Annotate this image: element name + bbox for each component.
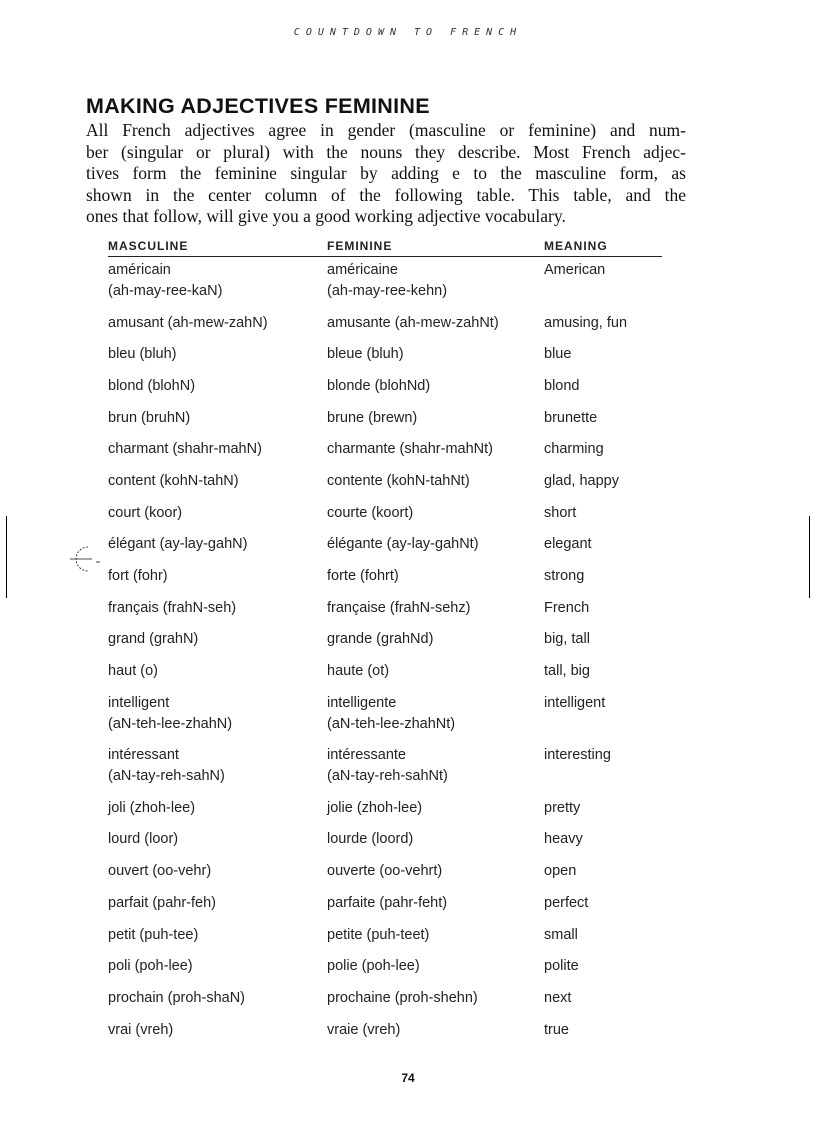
masculine-cell [108, 566, 327, 598]
masculine-cell [108, 629, 327, 661]
table-row [108, 471, 662, 503]
feminine-cell [327, 344, 544, 376]
table-row [108, 829, 662, 861]
feminine-cell-line: prochaine (proh-shehn) [327, 989, 478, 1006]
feminine-cell-line: bleue (bluh) [327, 346, 404, 363]
masculine-cell [108, 798, 327, 830]
meaning-cell: short [544, 504, 577, 521]
feminine-cell-line: forte (fohrt) [327, 568, 399, 584]
feminine-cell [327, 925, 544, 957]
table-row [108, 745, 662, 798]
meaning-cell: American [544, 262, 606, 278]
masculine-cell-line: court (koor) [108, 504, 183, 521]
feminine-cell [327, 471, 544, 503]
masculine-cell-line: intelligent [108, 694, 170, 711]
masculine-cell-line: haut (o) [108, 663, 158, 680]
feminine-cell [327, 829, 544, 861]
section-title: MAKING ADJECTIVES FEMININE [86, 94, 430, 118]
feminine-cell [327, 1020, 544, 1052]
meaning-cell: pretty [544, 799, 581, 816]
table-row [108, 925, 662, 957]
feminine-cell [327, 861, 544, 893]
meaning-cell: interesting [544, 747, 611, 764]
feminine-cell [327, 408, 544, 440]
table-row [108, 408, 662, 440]
masculine-cell-line: (aN-teh-lee-zhahN) [108, 715, 233, 732]
masculine-cell-line: brun (bruhN) [108, 409, 191, 426]
masculine-cell [108, 925, 327, 957]
feminine-cell-line: brune (brewn) [327, 409, 418, 426]
feminine-cell-line: blonde (blohNd) [327, 377, 431, 394]
feminine-cell-line: intelligente [327, 694, 397, 711]
masculine-cell-line: (aN-tay-reh-sahN) [108, 768, 225, 785]
table-row [108, 693, 662, 746]
feminine-cell [327, 566, 544, 598]
feminine-cell-line: (ah-may-ree-kehn) [327, 283, 448, 299]
feminine-cell [327, 661, 544, 693]
table-row [108, 893, 662, 925]
feminine-cell-line: intéressante [327, 747, 406, 764]
masculine-cell-line: grand (grahN) [108, 631, 199, 648]
page-number: 74 [401, 1071, 415, 1085]
masculine-cell-line: élégant (ay-lay-gahN) [108, 536, 248, 553]
meaning-cell: big, tall [544, 631, 590, 648]
masculine-cell [108, 1020, 327, 1052]
masculine-cell-line: poli (poh-lee) [108, 958, 193, 975]
masculine-cell [108, 344, 327, 376]
feminine-cell-line: ouverte (oo-vehrt) [327, 863, 443, 880]
masculine-cell [108, 260, 327, 313]
table-row [108, 503, 662, 535]
intro-line: All French adjectives agree in gender (masculine or feminine) and num- [86, 120, 686, 140]
masculine-cell [108, 829, 327, 861]
intro-line: tives form the feminine singular by adding e to the masculine form, as [86, 163, 686, 183]
masculine-cell [108, 408, 327, 440]
adjective-table [108, 239, 662, 1051]
feminine-cell [327, 745, 544, 798]
feminine-cell-line: (aN-teh-lee-zhahNt) [327, 715, 456, 732]
feminine-cell [327, 503, 544, 535]
feminine-cell-line: élégante (ay-lay-gahNt) [327, 536, 479, 553]
table-row [108, 598, 662, 630]
feminine-cell [327, 260, 544, 313]
masculine-cell-line: joli (zhoh-lee) [108, 799, 196, 816]
meaning-cell: glad, happy [544, 472, 619, 489]
meaning-cell: brunette [544, 409, 598, 426]
table-row [108, 313, 662, 345]
intro-paragraph [86, 120, 686, 228]
feminine-cell [327, 598, 544, 630]
header-meaning: MEANING [544, 239, 608, 253]
meaning-cell: strong [544, 568, 585, 584]
table-row [108, 260, 662, 313]
meaning-cell: open [544, 863, 577, 880]
feminine-cell [327, 798, 544, 830]
masculine-cell-line: lourd (loor) [108, 831, 179, 848]
feminine-cell-line: petite (puh-teet) [327, 926, 430, 943]
running-head: COUNTDOWN TO FRENCH [293, 27, 523, 38]
intro-line: ber (singular or plural) with the nouns they describe. Most French adjec- [86, 141, 686, 162]
feminine-cell-line: polie (poh-lee) [327, 958, 420, 975]
masculine-cell [108, 534, 327, 566]
feminine-cell-line: française (frahN-sehz) [327, 599, 471, 616]
masculine-cell [108, 861, 327, 893]
masculine-cell [108, 313, 327, 345]
meaning-cell: polite [544, 958, 579, 975]
table-row [108, 1020, 662, 1052]
table-row [108, 629, 662, 661]
crop-mark-right [809, 516, 810, 598]
masculine-cell-line: charmant (shahr-mahN) [108, 441, 262, 458]
masculine-cell-line: prochain (proh-shaN) [108, 989, 246, 1006]
feminine-cell [327, 313, 544, 345]
feminine-cell-line: (aN-tay-reh-sahNt) [327, 768, 448, 785]
table-row [108, 661, 662, 693]
masculine-cell-line: parfait (pahr-feh) [108, 894, 216, 911]
feminine-cell [327, 629, 544, 661]
masculine-cell-line: fort (fohr) [108, 568, 168, 584]
table-row [108, 861, 662, 893]
table-row [108, 439, 662, 471]
feminine-cell-line: américaine [327, 262, 398, 278]
table-row [108, 566, 662, 598]
feminine-cell-line: charmante (shahr-mahNt) [327, 441, 493, 458]
meaning-cell: heavy [544, 831, 583, 848]
crop-mark-left [6, 516, 7, 598]
meaning-cell: next [544, 989, 572, 1006]
feminine-cell [327, 956, 544, 988]
feminine-cell [327, 893, 544, 925]
header-feminine: FEMININE [327, 239, 393, 253]
intro-line: ones that follow, will give you a good working adjective vocabulary. [86, 206, 566, 226]
feminine-cell-line: contente (kohN-tahNt) [327, 472, 470, 489]
masculine-cell-line: bleu (bluh) [108, 346, 177, 363]
meaning-cell: charming [544, 441, 604, 458]
masculine-cell [108, 439, 327, 471]
feminine-cell-line: jolie (zhoh-lee) [327, 799, 423, 816]
masculine-cell-line: (ah-may-ree-kaN) [108, 283, 223, 299]
meaning-cell: tall, big [544, 663, 590, 680]
masculine-cell-line: amusant (ah-mew-zahN) [108, 314, 268, 331]
feminine-cell [327, 693, 544, 746]
masculine-cell-line: petit (puh-tee) [108, 926, 199, 943]
meaning-cell: blue [544, 346, 572, 363]
table-body [108, 260, 662, 1051]
table-row [108, 798, 662, 830]
masculine-cell-line: content (kohN-tahN) [108, 472, 239, 489]
masculine-cell [108, 745, 327, 798]
masculine-cell [108, 661, 327, 693]
feminine-cell-line: amusante (ah-mew-zahNt) [327, 314, 499, 331]
table-row [108, 534, 662, 566]
table-row [108, 344, 662, 376]
masculine-cell-line: blond (blohN) [108, 377, 196, 394]
masculine-cell [108, 893, 327, 925]
feminine-cell [327, 439, 544, 471]
meaning-cell: small [544, 926, 578, 943]
masculine-cell [108, 956, 327, 988]
feminine-cell [327, 534, 544, 566]
meaning-cell: blond [544, 377, 580, 394]
masculine-cell-line: vrai (vreh) [108, 1021, 174, 1038]
feminine-cell [327, 988, 544, 1020]
feminine-cell-line: parfaite (pahr-feht) [327, 894, 448, 911]
meaning-cell: amusing, fun [544, 314, 628, 331]
table-row [108, 376, 662, 408]
registration-mark-icon [70, 544, 100, 574]
meaning-cell: elegant [544, 536, 592, 553]
feminine-cell [327, 376, 544, 408]
feminine-cell-line: lourde (loord) [327, 831, 414, 848]
intro-line: shown in the center column of the following table. This table, and the [86, 184, 686, 205]
feminine-cell-line: haute (ot) [327, 663, 390, 680]
masculine-cell-line: ouvert (oo-vehr) [108, 863, 212, 880]
masculine-cell [108, 988, 327, 1020]
feminine-cell-line: grande (grahNd) [327, 631, 434, 648]
meaning-cell: perfect [544, 894, 589, 911]
meaning-cell: French [544, 599, 590, 616]
meaning-cell: intelligent [544, 694, 606, 711]
table-header [108, 239, 662, 257]
masculine-cell [108, 503, 327, 535]
feminine-cell-line: vraie (vreh) [327, 1021, 401, 1038]
masculine-cell [108, 471, 327, 503]
meaning-cell: true [544, 1021, 569, 1038]
masculine-cell-line: américain [108, 262, 171, 278]
feminine-cell-line: courte (koort) [327, 504, 414, 521]
table-row [108, 956, 662, 988]
header-masculine: MASCULINE [108, 239, 189, 253]
masculine-cell-line: intéressant [108, 747, 179, 764]
masculine-cell [108, 598, 327, 630]
masculine-cell [108, 693, 327, 746]
table-row [108, 988, 662, 1020]
masculine-cell-line: français (frahN-seh) [108, 599, 237, 616]
masculine-cell [108, 376, 327, 408]
